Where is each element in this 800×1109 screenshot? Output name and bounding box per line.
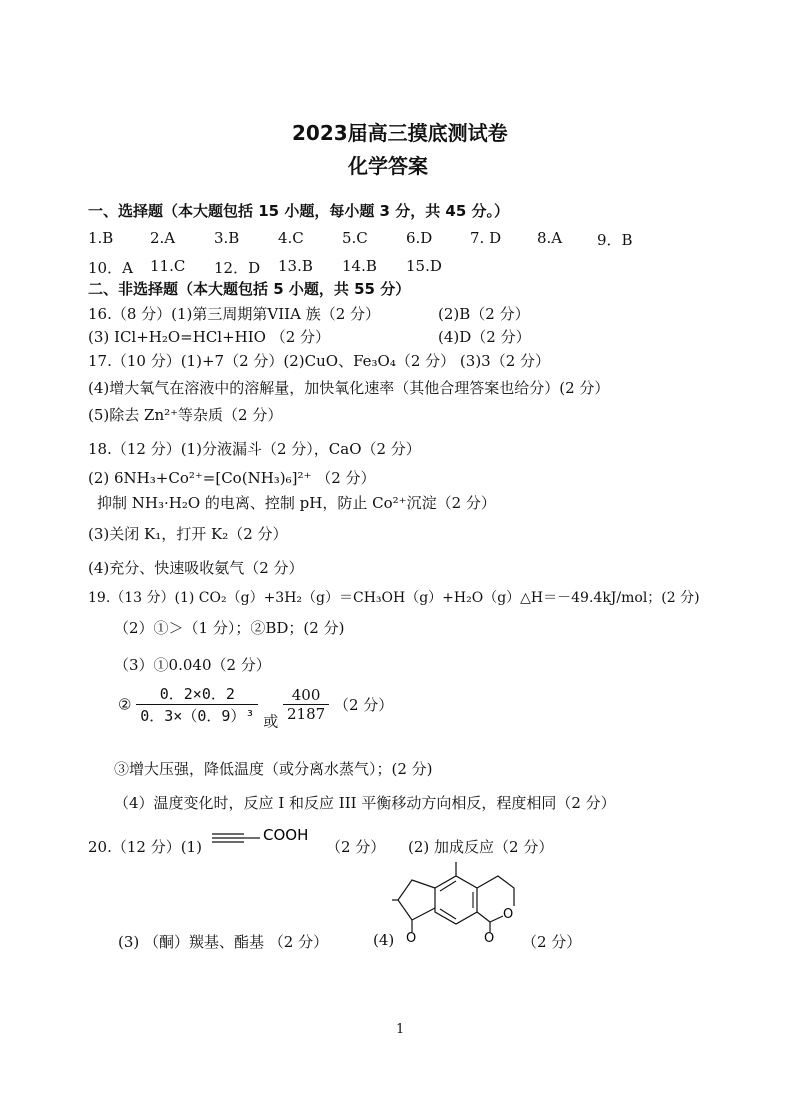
section1-heading: 一、选择题（本大题包括 15 小题，每小题 3 分，共 45 分。） [88, 202, 510, 220]
q16-line-1: 16.（8 分）(1)第三周期第VIIA 族（2 分） [88, 305, 381, 323]
page-subtitle: 化学答案 [348, 154, 428, 178]
q19-fraction-1-numerator: 0．2×0．2 [136, 683, 258, 705]
choice-answer: 7. D [470, 229, 502, 247]
lactone-ring-bond [477, 912, 490, 922]
ring-oxygen: O [503, 907, 514, 922]
q19-line-5: ③增大压强，降低温度（或分离水蒸气）；(2 分) [114, 760, 433, 778]
q20-part-3: (3) （酮）羰基、酯基 （2 分） [118, 933, 329, 951]
q19-line-6: （4）温度变化时，反应 I 和反应 III 平衡移动方向相反，程度相同（2 分） [114, 794, 616, 812]
choice-answer: 2.A [150, 229, 176, 247]
choice-answer: 3.B [214, 229, 240, 247]
benzene-double-bond [440, 881, 456, 891]
q20-part-4-label: (4) [373, 931, 395, 949]
q20-line-1-label: 20.（12 分）(1) [88, 838, 202, 856]
q17-line-1: 17.（10 分）(1)+7（2 分）(2)CuO、Fe₃O₄（2 分） (3)3（2 分） [88, 352, 551, 370]
q20-product-structure [390, 860, 520, 945]
choice-answer: 14.B [342, 257, 377, 275]
q19-fraction-score: （2 分） [333, 696, 394, 714]
q19-line-1: 19.（13 分）(1) CO₂（g）+3H₂（g）＝CH₃OH（g）+H₂O（g）△H＝－49.4kJ/mol；(2 分) [88, 590, 700, 606]
choice-answer: 8.A [537, 229, 563, 247]
carbonyl-oxygen: O [484, 931, 495, 945]
q19-fraction-2 [283, 686, 329, 723]
q20-alkyne-acid-structure [208, 822, 320, 848]
page-title: 2023届高三摸底测试卷 [292, 121, 508, 145]
q20-part-4-score: （2 分） [522, 933, 582, 951]
q16-part-4: (4)D（2 分） [438, 328, 531, 346]
choice-answer: 11.C [150, 257, 186, 275]
five-ring-bond [398, 880, 435, 920]
q18-line-4: (3)关闭 K₁，打开 K₂（2 分） [88, 525, 288, 543]
q18-line-2: (2) 6NH₃+Co²⁺=[Co(NH₃)₆]²⁺ （2 分） [88, 469, 376, 487]
q16-part-2: (2)B（2 分） [438, 305, 530, 323]
q19-circled-2: ② [118, 695, 132, 714]
q19-fraction-1 [136, 683, 258, 726]
q17-line-3: (5)除去 Zn²⁺等杂质（2 分） [88, 406, 283, 424]
choice-answer: 12．D [214, 259, 261, 277]
section2-heading: 二、非选择题（本大题包括 5 小题，共 55 分） [88, 280, 411, 298]
choice-answer: 15.D [406, 257, 442, 275]
choice-answer: 13.B [278, 257, 313, 275]
benzene-ring [435, 876, 477, 924]
lactone-ring-bond [490, 916, 503, 922]
choice-answer: 9．B [597, 231, 633, 249]
cooh-label: COOH [263, 826, 309, 844]
q20-line-1-score: （2 分） [326, 838, 386, 856]
q19-fraction-2-numerator: 400 [283, 686, 329, 705]
page-number: 1 [396, 1022, 405, 1037]
choice-answer: 10．A [88, 259, 133, 277]
q19-fraction-2-denominator: 2187 [287, 705, 326, 723]
ketone-oxygen: O [406, 931, 417, 945]
q19-fraction-expression [118, 683, 393, 732]
choice-answer: 1.B [88, 229, 114, 247]
benzene-double-bond [440, 909, 456, 919]
lactone-ring-bond [477, 876, 514, 906]
q19-or: 或 [263, 712, 279, 731]
q18-line-1: 18.（12 分）(1)分液漏斗（2 分），CaO（2 分） [88, 440, 421, 458]
q19-fraction-1-denominator: 0．3×（0．9）³ [140, 707, 255, 725]
q17-line-2: (4)增大氧气在溶液中的溶解量，加快氧化速率（其他合理答案也给分）(2 分） [88, 379, 610, 397]
q19-line-2: （2）①＞（1 分）；②BD；(2 分) [114, 619, 345, 637]
q20-part-2: (2) 加成反应（2 分） [408, 838, 554, 856]
q19-line-3: （3）①0.040（2 分） [114, 656, 271, 674]
choice-answer: 6.D [406, 229, 433, 247]
choice-answer: 5.C [342, 229, 368, 247]
q16-part-3: (3) ICl+H₂O=HCl+HIO （2 分） [88, 328, 331, 346]
choice-answer: 4.C [278, 229, 304, 247]
q18-line-3: 抑制 NH₃·H₂O 的电离、控制 pH，防止 Co²⁺沉淀（2 分） [97, 494, 496, 512]
q18-line-5: (4)充分、快速吸收氨气（2 分） [88, 559, 304, 577]
